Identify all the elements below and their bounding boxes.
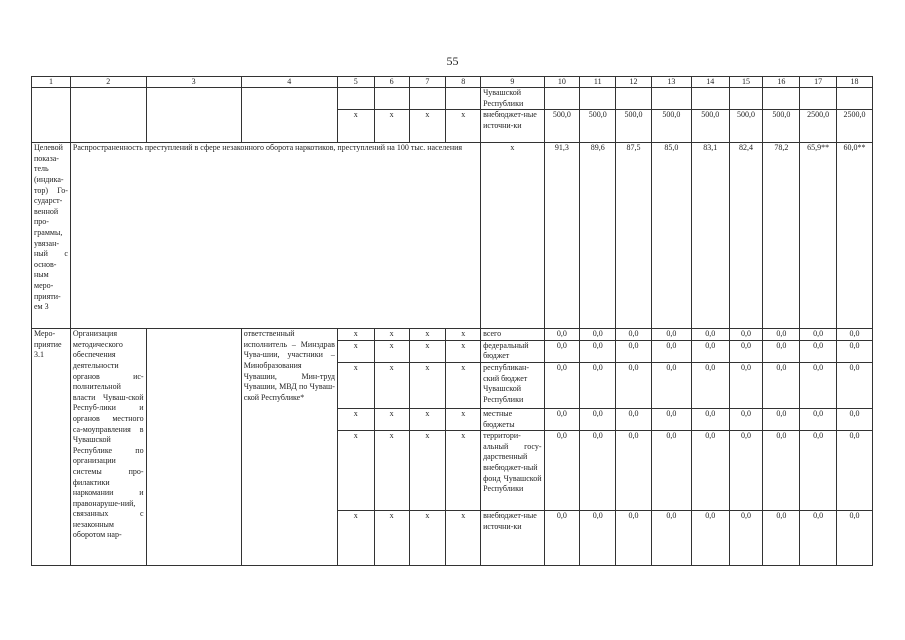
empty-cell <box>651 88 691 110</box>
value-cell: 85,0 <box>651 143 691 329</box>
value-cell: 0,0 <box>691 329 729 341</box>
value-cell: 0,0 <box>616 340 652 362</box>
value-cell: 0,0 <box>580 408 616 430</box>
value-cell: 0,0 <box>580 431 616 511</box>
value-cell: 91,3 <box>544 143 580 329</box>
empty-cell <box>446 88 481 110</box>
mark-cell: x <box>409 408 446 430</box>
header-cell: 6 <box>374 77 409 88</box>
value-cell: 0,0 <box>837 362 873 408</box>
value-cell: 0,0 <box>544 408 580 430</box>
mark-cell: x <box>409 511 446 566</box>
header-cell: 10 <box>544 77 580 88</box>
value-cell: 0,0 <box>837 408 873 430</box>
measure-label: Меро-приятие 3.1 <box>32 329 71 566</box>
value-cell: 60,0** <box>837 143 873 329</box>
mark-cell: x <box>337 340 374 362</box>
source-cell: местные бюджеты <box>481 408 544 430</box>
indicator-text: Распространенность преступлений в сфере незаконного оборота наркотиков, преступлений на 100 тыс. населения <box>70 143 480 329</box>
value-cell: 78,2 <box>763 143 800 329</box>
mark-cell: x <box>337 362 374 408</box>
header-cell: 16 <box>763 77 800 88</box>
value-cell: 0,0 <box>651 511 691 566</box>
value-cell: 0,0 <box>729 362 763 408</box>
header-cell: 12 <box>616 77 652 88</box>
header-cell: 13 <box>651 77 691 88</box>
value-cell: 0,0 <box>763 329 800 341</box>
header-cell: 2 <box>70 77 146 88</box>
value-cell: 0,0 <box>729 408 763 430</box>
mark-cell: x <box>409 329 446 341</box>
value-cell: 0,0 <box>691 431 729 511</box>
empty-cell <box>763 88 800 110</box>
value-cell: 0,0 <box>800 340 837 362</box>
mark-cell: x <box>481 143 544 329</box>
value-cell: 500,0 <box>651 110 691 143</box>
value-cell: 0,0 <box>544 511 580 566</box>
header-cell: 17 <box>800 77 837 88</box>
empty-cell <box>241 88 337 143</box>
value-cell: 87,5 <box>616 143 652 329</box>
empty-cell <box>729 88 763 110</box>
value-cell: 0,0 <box>651 329 691 341</box>
value-cell: 0,0 <box>651 431 691 511</box>
header-cell: 14 <box>691 77 729 88</box>
value-cell: 0,0 <box>580 340 616 362</box>
value-cell: 65,9** <box>800 143 837 329</box>
value-cell: 0,0 <box>651 362 691 408</box>
value-cell: 2500,0 <box>800 110 837 143</box>
value-cell: 0,0 <box>763 340 800 362</box>
empty-cell <box>544 88 580 110</box>
mark-cell: x <box>337 408 374 430</box>
value-cell: 0,0 <box>616 511 652 566</box>
value-cell: 0,0 <box>763 431 800 511</box>
value-cell: 0,0 <box>800 511 837 566</box>
header-cell: 1 <box>32 77 71 88</box>
value-cell: 500,0 <box>544 110 580 143</box>
value-cell: 0,0 <box>544 329 580 341</box>
value-cell: 0,0 <box>616 431 652 511</box>
mark-cell: x <box>409 362 446 408</box>
value-cell: 0,0 <box>729 431 763 511</box>
mark-cell: x <box>337 431 374 511</box>
mark-cell: x <box>446 511 481 566</box>
empty-cell <box>337 88 374 110</box>
header-cell: 3 <box>146 77 241 88</box>
value-cell: 0,0 <box>729 511 763 566</box>
mark-cell: x <box>337 511 374 566</box>
value-cell: 0,0 <box>580 329 616 341</box>
value-cell: 0,0 <box>763 362 800 408</box>
header-cell: 7 <box>409 77 446 88</box>
value-cell: 0,0 <box>800 431 837 511</box>
value-cell: 0,0 <box>837 511 873 566</box>
source-cell: внебюджет-ные источни-ки <box>481 511 544 566</box>
value-cell: 0,0 <box>800 362 837 408</box>
value-cell: 0,0 <box>763 511 800 566</box>
program-table <box>31 76 873 566</box>
header-cell: 15 <box>729 77 763 88</box>
value-cell: 0,0 <box>651 408 691 430</box>
mark-cell: x <box>337 329 374 341</box>
empty-cell <box>691 88 729 110</box>
mark-cell: x <box>446 408 481 430</box>
mark-cell: x <box>446 362 481 408</box>
header-cell: 9 <box>481 77 544 88</box>
mark-cell: x <box>374 362 409 408</box>
value-cell: 89,6 <box>580 143 616 329</box>
value-cell: 500,0 <box>729 110 763 143</box>
source-cell: федеральный бюджет <box>481 340 544 362</box>
value-cell: 0,0 <box>544 340 580 362</box>
header-cell: 11 <box>580 77 616 88</box>
empty-cell <box>800 88 837 110</box>
mark-cell: x <box>374 329 409 341</box>
value-cell: 82,4 <box>729 143 763 329</box>
value-cell: 0,0 <box>800 329 837 341</box>
value-cell: 500,0 <box>691 110 729 143</box>
empty-cell <box>146 88 241 143</box>
mark-cell: x <box>446 329 481 341</box>
value-cell: 0,0 <box>837 329 873 341</box>
value-cell: 0,0 <box>729 329 763 341</box>
header-row <box>32 77 873 88</box>
value-cell: 0,0 <box>616 329 652 341</box>
source-cell: Чувашской Республики <box>481 88 544 110</box>
value-cell: 2500,0 <box>837 110 873 143</box>
value-cell: 0,0 <box>651 340 691 362</box>
value-cell: 0,0 <box>837 340 873 362</box>
empty-cell <box>32 88 71 143</box>
empty-cell <box>616 88 652 110</box>
value-cell: 0,0 <box>691 362 729 408</box>
mark-cell: x <box>374 110 409 143</box>
empty-cell <box>374 88 409 110</box>
mark-cell: x <box>409 110 446 143</box>
mark-cell: x <box>337 110 374 143</box>
value-cell: 0,0 <box>763 408 800 430</box>
value-cell: 0,0 <box>729 340 763 362</box>
mark-cell: x <box>374 340 409 362</box>
mark-cell: x <box>409 340 446 362</box>
value-cell: 500,0 <box>616 110 652 143</box>
header-cell: 4 <box>241 77 337 88</box>
mark-cell: x <box>374 511 409 566</box>
value-cell: 500,0 <box>580 110 616 143</box>
source-cell: всего <box>481 329 544 341</box>
value-cell: 0,0 <box>580 511 616 566</box>
value-cell: 0,0 <box>837 431 873 511</box>
indicator-row <box>32 143 873 329</box>
table-row <box>32 88 873 110</box>
header-cell: 5 <box>337 77 374 88</box>
measure-executor: ответственный исполнитель – Минздрав Чува-шии, участники – Минобразования Чувашии, Мин-труд Чувашии, МВД по Чуваш-ской Республике* <box>241 329 337 566</box>
empty-cell <box>409 88 446 110</box>
mark-cell: x <box>446 110 481 143</box>
measure-name: Организация методического обеспечения деятельности органов ис-полнительной власти Чуваш-ской Респуб-лики и органов местного са-моуправления в Чувашской Республике по организации системы про-филактики наркомании и правонаруше-ний, связанных с незаконным оборотом нар- <box>70 329 146 566</box>
value-cell: 0,0 <box>691 511 729 566</box>
value-cell: 0,0 <box>544 362 580 408</box>
source-cell: внебюджет-ные источни-ки <box>481 110 544 143</box>
mark-cell: x <box>374 431 409 511</box>
value-cell: 0,0 <box>691 408 729 430</box>
empty-cell <box>837 88 873 110</box>
value-cell: 0,0 <box>691 340 729 362</box>
source-cell: территори-альный госу-дарственный внебюджет-ный фонд Чувашской Республики <box>481 431 544 511</box>
empty-cell <box>580 88 616 110</box>
indicator-label: Целевой показа-тель (индика-тор) Го-сударст-венной про-граммы, увязан-ный с основ-ным меро-прияти-ем 3 <box>32 143 71 329</box>
value-cell: 0,0 <box>800 408 837 430</box>
header-cell: 18 <box>837 77 873 88</box>
empty-cell <box>146 329 241 566</box>
empty-cell <box>70 88 146 143</box>
value-cell: 83,1 <box>691 143 729 329</box>
value-cell: 0,0 <box>544 431 580 511</box>
value-cell: 0,0 <box>580 362 616 408</box>
mark-cell: x <box>446 340 481 362</box>
value-cell: 0,0 <box>616 362 652 408</box>
mark-cell: x <box>409 431 446 511</box>
page-number: 55 <box>446 54 459 68</box>
mark-cell: x <box>446 431 481 511</box>
mark-cell: x <box>374 408 409 430</box>
value-cell: 500,0 <box>763 110 800 143</box>
table-row <box>32 329 873 341</box>
value-cell: 0,0 <box>616 408 652 430</box>
header-cell: 8 <box>446 77 481 88</box>
source-cell: республикан-ский бюджет Чувашской Республики <box>481 362 544 408</box>
